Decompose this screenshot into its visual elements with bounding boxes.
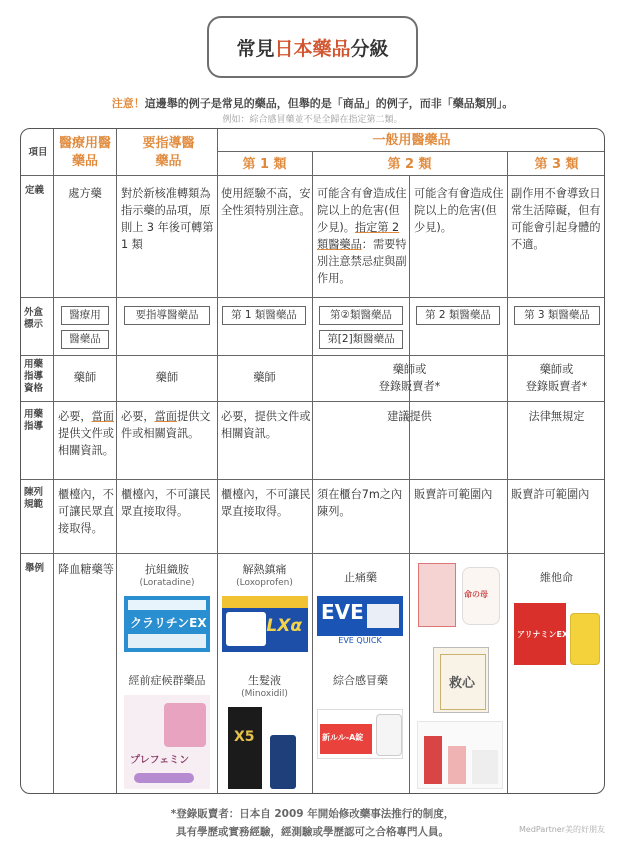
- eve-product-image: EVE: [317, 596, 403, 636]
- header-class2: 第 2 類: [387, 157, 432, 172]
- row-label-instruction: 用藥指導: [24, 409, 44, 432]
- ex-class1a: 解熱鎮痛: [242, 563, 287, 576]
- tag-class1: 第 1 類醫藥品: [222, 306, 306, 325]
- note-text: 這邊舉的例子是常見的藥品，但舉的是「商品」的例子，而非「藥品類別」。: [144, 97, 514, 110]
- instr-guidance-pre: 必要，: [121, 410, 155, 423]
- eve-label: EVE QUICK: [338, 636, 382, 645]
- tag-class2b: 第 2 類醫藥品: [416, 306, 500, 325]
- lulu-label: 新ルル-A錠: [322, 733, 364, 742]
- tag-class3: 第 3 類醫藥品: [514, 306, 600, 325]
- row-label-seller: 用藥指導資格: [24, 359, 44, 394]
- note-warn: 注意！: [111, 97, 145, 110]
- tag-medical-1: 醫療用: [61, 306, 109, 325]
- header-otc: 一般用醫藥品: [372, 133, 451, 148]
- def-class2a-post: ：需要特別注意禁忌症與副作用。: [317, 238, 407, 285]
- col-divider: [312, 151, 313, 793]
- row-label-examples: 舉例: [25, 563, 45, 574]
- header-medical: 醫療用醫藥品: [58, 136, 111, 169]
- inochi-product-image: [416, 561, 504, 627]
- instr-guidance: [121, 408, 215, 442]
- disp-class1: 櫃檯內，不可讓民眾直接取得。: [221, 488, 311, 518]
- tag-class2a-2: 第[2]類醫藥品: [319, 330, 403, 349]
- header-class1: 第 1 類: [242, 157, 287, 172]
- def-medical: 處方藥: [68, 187, 102, 200]
- ex-class2a2: 綜合感冒藥: [333, 674, 388, 687]
- kyushin-label: 救心: [448, 676, 475, 691]
- instr-class3: 法律無規定: [528, 410, 585, 423]
- instr-guidance-inperson: 當面: [154, 410, 177, 423]
- publisher-logo: MedPartner美的好朋友: [519, 825, 605, 834]
- seller-medical: 藥師: [73, 371, 97, 384]
- seller-class1: 藥師: [253, 371, 276, 384]
- row-divider: [21, 479, 604, 480]
- ex-guidance1-en: (Loratadine): [139, 578, 195, 588]
- minoxidil-label: X5: [234, 729, 255, 745]
- col-divider: [116, 129, 117, 793]
- disp-class3: 販賣許可範圍內: [511, 488, 590, 501]
- ex-class3: 維他命: [540, 571, 573, 584]
- inochi-label: 命の母: [464, 590, 488, 599]
- kyushin-product-image: [433, 647, 489, 713]
- disp-class2b: 販賣許可範圍內: [414, 488, 493, 501]
- disp-class2a: 須在櫃台7m之內陳列。: [317, 488, 403, 518]
- ex-medical: 降血糖藥等: [58, 563, 114, 576]
- ex-class1a-en: (Loxoprofen): [236, 578, 293, 588]
- alinamin-label: アリナミンEX: [517, 630, 569, 639]
- def-class3: 副作用不會導致日常生活障礙，但有可能會引起身體的不適。: [511, 187, 601, 251]
- row-label-definition: 定義: [25, 185, 45, 196]
- header-item: 項目: [28, 147, 48, 158]
- def-class1: 使用經驗不高，安全性須特別注意。: [221, 187, 311, 217]
- ex-class2a1: 止痛藥: [344, 571, 377, 584]
- instr-medical-post: 提供文件或相關資訊。: [58, 427, 114, 457]
- row-divider: [21, 553, 604, 554]
- instr-guidance-post: 提供文件或相關資訊。: [121, 410, 211, 440]
- row-divider: [21, 175, 604, 176]
- claritin-label: クラリチンEX: [130, 616, 207, 630]
- tag-medical-2: 醫藥品: [61, 330, 109, 349]
- col-divider: [53, 129, 54, 793]
- header-guidance: 要指導醫藥品: [142, 136, 195, 169]
- disp-medical: 櫃檯內，不可讓民眾直接取得。: [58, 488, 114, 535]
- prefemin-label: プレフェミン: [130, 755, 190, 766]
- classification-table: [20, 128, 605, 794]
- seller-class3: 藥師或 登錄販賣者*: [525, 363, 588, 393]
- def-class2a: [317, 185, 407, 287]
- header-class3: 第 3 類: [534, 157, 579, 172]
- instr-medical-pre: 必要，: [58, 410, 92, 423]
- minoxidil-product-image: [222, 705, 308, 789]
- eyedrop-product-image: [417, 721, 503, 789]
- page-title: [207, 16, 418, 78]
- footnote-line1: *登錄販賣者：日本自 2009 年開始修改藥事法推行的制度，: [170, 808, 455, 820]
- title-prefix: 常見: [236, 37, 275, 60]
- ex-class1b-en: (Minoxidil): [241, 689, 288, 699]
- claritin-product-image: [124, 596, 210, 652]
- title-suffix: 分級: [350, 37, 389, 60]
- instr-medical-inperson: 當面: [91, 410, 114, 423]
- tag-class2a-1: 第②類醫藥品: [319, 306, 403, 325]
- instr-class1: 必要，提供文件或相關資訊。: [221, 410, 311, 440]
- ex-guidance2: 經前症候群藥品: [128, 674, 206, 687]
- def-guidance: 對於新核准轉類為指示藥的品項，原則上 3 年後可轉第 1 類: [121, 187, 214, 251]
- instr-class2: 建議提供: [387, 410, 432, 423]
- lulu-product-image: [317, 709, 403, 759]
- row-label-display: 陳列規範: [24, 487, 44, 510]
- row-divider: [217, 151, 604, 152]
- seller-class2: 藥師或 登錄販賣者*: [378, 363, 441, 393]
- col-divider: [409, 175, 410, 793]
- tag-guidance: 要指導醫藥品: [124, 306, 210, 325]
- seller-guidance: 藥師: [155, 371, 179, 384]
- row-divider: [21, 297, 604, 298]
- prefemin-product-image: [124, 695, 210, 789]
- alinamin-product-image: [514, 599, 600, 669]
- def-class2b: 可能含有會造成住院以上的危害(但少見)。: [414, 187, 504, 234]
- ex-class1b: 生髮液: [248, 674, 281, 687]
- note: [0, 95, 625, 111]
- row-divider: [21, 401, 604, 402]
- instr-medical: [58, 408, 114, 459]
- col-divider: [507, 151, 508, 793]
- loxoprofen-label: LXα: [266, 616, 302, 636]
- def-class2a-designated: 指定第 2 類醫藥品: [317, 221, 400, 251]
- ex-guidance1: 抗組織胺: [145, 563, 189, 576]
- disp-guidance: 櫃檯內，不可讓民眾直接取得。: [121, 488, 211, 518]
- footnote-line2: 具有學歷或實務經驗，經測驗或學歷認可之合格專門人員。: [176, 826, 449, 838]
- row-label-package: 外盒標示: [24, 307, 44, 330]
- row-divider: [21, 355, 604, 356]
- loxoprofen-product-image: [222, 596, 308, 652]
- subnote: 例如：綜合感冒藥並不是全歸在指定第二類。: [222, 115, 403, 125]
- title-highlight: 日本藥品: [274, 37, 351, 60]
- def-class2a-pre: 可能含有會造成住院以上的危害(但少見)。: [317, 187, 407, 234]
